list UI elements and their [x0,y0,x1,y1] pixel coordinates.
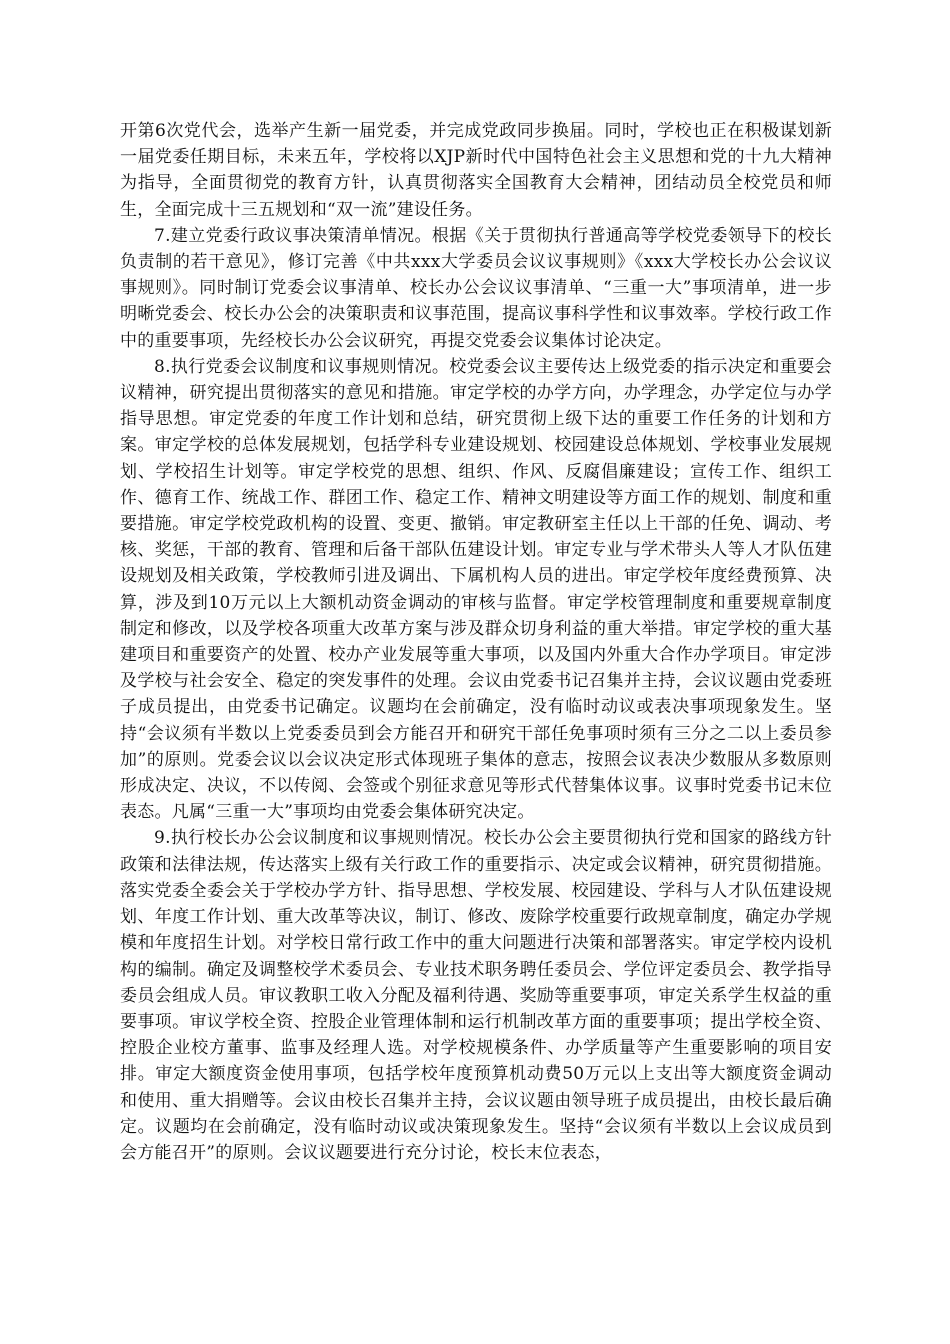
document-page [120,118,832,1166]
paragraph-item-9: 9.执行校长办公会议制度和议事规则情况。校长办公会主要贯彻执行党和国家的路线方针政策和法律法规，传达落实上级有关行政工作的重要指示、决定或会议精神，研究贯彻措施。落实党委全委会关于学校办学方针、指导思想、学校发展、校园建设、学科与人才队伍建设规划、年度工作计划、重大改革等决议，制订、修改、废除学校重要行政规章制度，确定办学规模和年度招生计划。对学校日常行政工作中的重大问题进行决策和部署落实。审定学校内设机构的编制。确定及调整校学术委员会、专业技术职务聘任委员会、学位评定委员会、教学指导委员会组成人员。审议教职工收入分配及福利待遇、奖励等重要事项，审定关系学生权益的重要事项。审议学校全资、控股企业管理体制和运行机制改革方面的重要事项；提出学校全资、控股企业校方董事、监事及经理人选。对学校规模条件、办学质量等产生重要影响的项目安排。审定大额度资金使用事项，包括学校年度预算机动费50万元以上支出等大额度资金调动和使用、重大捐赠等。会议由校长召集并主持，会议议题由领导班子成员提出，由校长最后确定。议题均在会前确定，没有临时动议或决策现象发生。坚持“会议须有半数以上会议成员到会方能召开”的原则。会议议题要进行充分讨论，校长末位表态， [120,828,832,1163]
paragraph-item-7: 7.建立党委行政议事决策清单情况。根据《关于贯彻执行普通高等学校党委领导下的校长负责制的若干意见》，修订完善《中共xxx大学委员会议议事规则》《xxx大学校长办公会议议事规则》。同时制订党委会议事清单、校长办公会议议事清单、“三重一大”事项清单，进一步明晰党委会、校长办公会的决策职责和议事范围，提高议事科学性和议事效率。学校行政工作中的重要事项，先经校长办公会议研究，再提交党委会议集体讨论决定。 [120,225,832,351]
paragraph-continuation: 开第6次党代会，选举产生新一届党委，并完成党政同步换届。同时，学校也正在积极谋划新一届党委任期目标，未来五年，学校将以XJP新时代中国特色社会主义思想和党的十九大精神为指导，全面贯彻党的教育方针，认真贯彻落实全国教育大会精神，团结动员全校党员和师生，全面完成十三五规划和“双一流”建设任务。 [120,121,832,220]
paragraph-item-8: 8.执行党委会议制度和议事规则情况。校党委会议主要传达上级党委的指示决定和重要会议精神，研究提出贯彻落实的意见和措施。审定学校的办学方向，办学理念，办学定位与办学指导思想。审定党委的年度工作计划和总结，研究贯彻上级下达的重要工作任务的计划和方案。审定学校的总体发展规划，包括学科专业建设规划、校园建设总体规划、学校事业发展规划、学校招生计划等。审定学校党的思想、组织、作风、反腐倡廉建设；宣传工作、组织工作、德育工作、统战工作、群团工作、稳定工作、精神文明建设等方面工作的规划、制度和重要措施。审定学校党政机构的设置、变更、撤销。审定教研室主任以上干部的任免、调动、考核、奖惩，干部的教育、管理和后备干部队伍建设计划。审定专业与学术带头人等人才队伍建设规划及相关政策，学校教师引进及调出、下属机构人员的进出。审定学校年度经费预算、决算，涉及到10万元以上大额机动资金调动的审核与监督。审定学校管理制度和重要规章制度制定和修改，以及学校各项重大改革方案与涉及群众切身利益的重大举措。审定学校的重大基建项目和重要资产的处置、校办产业发展等重大事项，以及国内外重大合作办学项目。审定涉及学校与社会安全、稳定的突发事件的处理。会议由党委书记召集并主持，会议议题由党委班子成员提出，由党委书记确定。议题均在会前确定，没有临时动议或表决事项现象发生。坚持“会议须有半数以上党委委员到会方能召开和研究干部任免事项时须有三分之二以上委员参加”的原则。党委会议以会议决定形式体现班子集体的意志，按照会议表决少数服从多数原则形成决定、决议，不以传阅、会签或个别征求意见等形式代替集体议事。议事时党委书记末位表态。凡属“三重一大”事项均由党委会集体研究决定。 [120,356,832,823]
